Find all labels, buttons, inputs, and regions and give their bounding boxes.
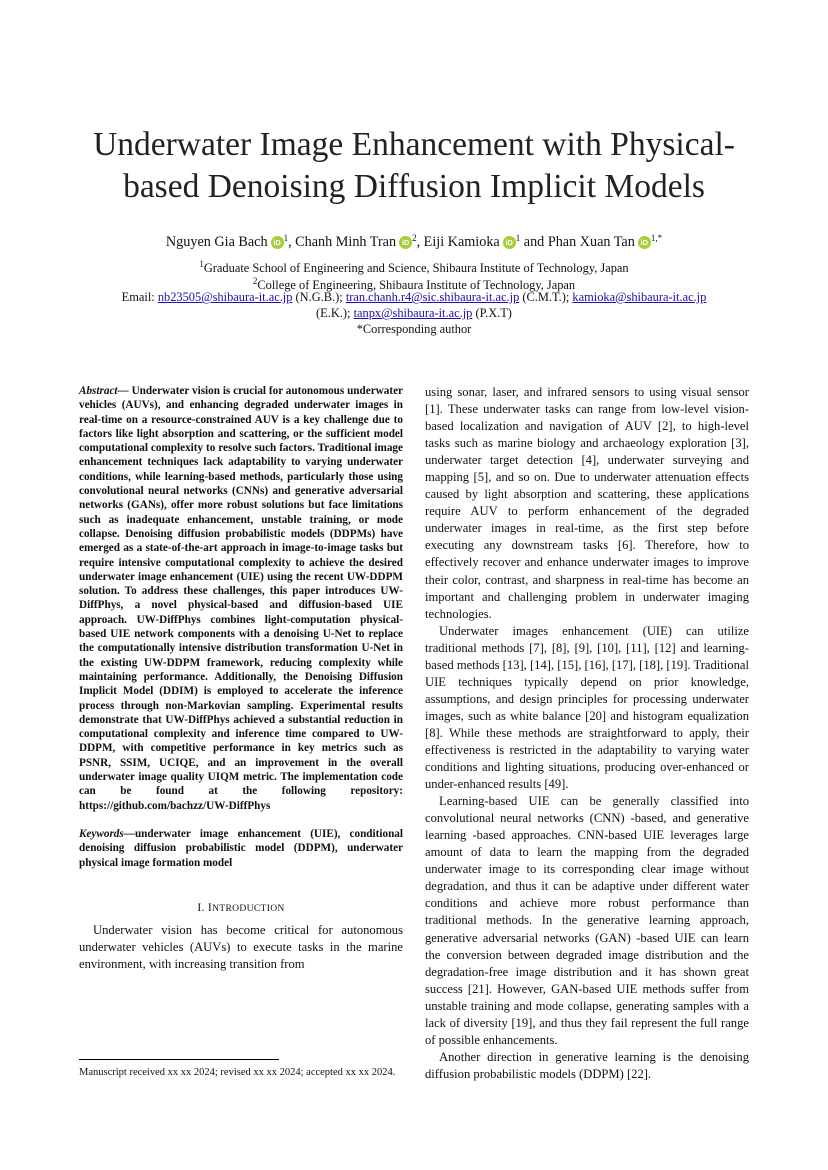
body-paragraph: using sonar, laser, and infrared sensors to using visual sensor [1]. These underwater tasks can range from low-level vision-based localization and navigation of AUV [2], to high-level tasks such as marine biology and archaeology exploration [3], underwater target detection [4], underwater surveying and mapping [5], and so on. Due to underwater attenuation effects caused by light absorption and scattering, these applications require AUV to perform enhancement of the degraded underwater images in real-time, as the first step before executing any downstream tasks [6]. Therefore, how to effectively recover and enhance underwater images to improve their color, contrast, and sharpness in real-time has become an important and challenging problem in underwater imaging technologies.: [425, 385, 749, 621]
email-initials: (C.M.T.);: [522, 290, 570, 304]
author-affil-marker: 1: [515, 233, 521, 243]
author-name: Nguyen Gia Bach: [165, 234, 268, 250]
author-name: Eiji Kamioka: [423, 234, 500, 250]
footnote: Manuscript received xx xx 2024; revised xx xx 2024; accepted xx xx 2024.: [79, 1067, 396, 1078]
body-paragraph: Another direction in generative learning is the denoising diffusion probabilistic models (DDPM) [22].: [425, 1049, 749, 1081]
affiliation-marker: 2: [252, 276, 258, 286]
author-name: Chanh Minh Tran: [295, 234, 397, 250]
keywords-label: Keywords: [79, 827, 124, 840]
section-number: I.: [197, 900, 205, 914]
left-column: [79, 384, 403, 973]
intro-paragraph: Underwater vision has become critical for autonomous underwater vehicles (AUVs) to execute tasks in the marine environment, with increasing transition from: [79, 922, 403, 971]
author-affil-marker: 2: [412, 233, 417, 243]
body-paragraph: Learning-based UIE can be generally classified into convolutional neural networks (CNN) -based, and generative learning -based approaches. CNN-based UIE leverages large amount of data to learn the mapping from the degraded underwater image to its corresponding clear image without degradation, and thus it can be adaptive under different water conditions and achieve more robust performance than traditional methods. In the generative learning approach, generative adversarial networks (GAN) -based UIE can learn the conversion between degraded image distribution and the degradation-free image distribution and it has shown great success [21]. However, GAN-based UIE methods suffer from unstable training and mode collapse, generating samples with a lack of diversity [19], and thus they fail represent the full range of possible enhancements.: [425, 794, 749, 1047]
title-line-1: Underwater Image Enhancement with Physical-: [93, 126, 735, 163]
email-line-1: [0, 289, 828, 305]
orcid-icon[interactable]: iD: [503, 236, 516, 249]
email-link[interactable]: tran.chanh.r4@sic.shibaura-it.ac.jp: [345, 290, 520, 304]
keywords: Keywords—underwater image enhancement (UIE), conditional denoising diffusion probabilistic model (DDPM), underwater physical image formation model: [79, 827, 403, 869]
email-link[interactable]: nb23505@shibaura-it.ac.jp: [157, 290, 293, 304]
author-affil-marker: 1: [283, 233, 289, 243]
author-separator: ,: [416, 234, 424, 250]
email-line-2: [0, 305, 828, 321]
email-initials: (E.K.);: [316, 306, 351, 320]
affiliation-marker: 1: [199, 259, 204, 269]
author-name: Phan Xuan Tan: [547, 234, 635, 250]
section-heading: [79, 899, 403, 917]
author-list: [0, 228, 828, 252]
email-initials: (N.G.B.);: [295, 290, 343, 304]
affiliation-text: College of Engineering, Shibaura Institute of Technology, Japan: [257, 278, 576, 292]
title-line-2: based Denoising Diffusion Implicit Models: [123, 168, 705, 205]
affiliation-text: Graduate School of Engineering and Science, Shibaura Institute of Technology, Japan: [203, 261, 629, 275]
abstract-text: Underwater vision is crucial for autonomous underwater vehicles (AUVs), and enhancing degraded underwater images in real-time on a resource-constrained AUV is a key challenge due to factors like light absorption and scattering, or the sufficient model computational complexity to resolve such factors. Traditional image enhancement techniques lack adaptability to varying underwater conditions, while learning-based methods, particularly those using convolutional neural networks (CNNs) and generative adversarial networks (GANs), offer more robust solutions but face limitations such as inadequate enhancement, unstable training, or mode collapse. Denoising diffusion probabilistic models (DDPMs) have emerged as a state-of-the-art approach in image-to-image tasks but require intensive computational complexity to achieve the desired underwater image enhancement (UIE) using the recent UW-DDPM solution. To address these challenges, this paper introduces UW-DiffPhys, a novel physical-based and diffusion-based UIE approach. UW-DiffPhys combines light-computation physical-based UIE network components with a denoising U-Net to replace the computationally intensive distribution transformation U-Net in the existing UW-DDPM framework, reducing complexity while maintaining performance. Additionally, the Denoising Diffusion Implicit Model (DDIM) is employed to accelerate the inference process through non-Markovian sampling. Experimental results demonstrate that UW-DiffPhys achieved a substantial reduction in computational complexity and inference time compared to UW-DDPM, with competitive performance in key metrics such as PSNR, SSIM, UCIQE, and an improvement in the overall underwater image quality UIQM metric. The implementation code can be found at the following repository: https://github.com/bachzz/UW-DiffPhys: [79, 385, 404, 812]
footnote-divider: [79, 1059, 279, 1060]
orcid-icon[interactable]: iD: [271, 236, 284, 249]
author-separator: ,: [288, 234, 296, 250]
paper-title: [40, 124, 788, 208]
abstract: Abstract— Underwater vision is crucial for autonomous underwater vehicles (AUVs), and enhancing degraded underwater images in real-time on a resource-constrained AUV is a key challenge due to factors like light absorption and scattering, or the sufficient model computational complexity to resolve such factors. Traditional image enhancement techniques lack adaptability to varying underwater conditions, while learning-based methods, particularly those using convolutional neural networks (CNNs) and generative adversarial networks (GANs), offer more robust solutions but face limitations such as inadequate enhancement, unstable training, or mode collapse. Denoising diffusion probabilistic models (DDPMs) have emerged as a state-of-the-art approach in image-to-image tasks but require intensive computational complexity to achieve the desired underwater image enhancement (UIE) using the recent UW-DDPM solution. To address these challenges, this paper introduces UW-DiffPhys, a novel physical-based and diffusion-based UIE approach. UW-DiffPhys combines light-computation physical-based UIE network components with a denoising U-Net to replace the computationally intensive distribution transformation U-Net in the existing UW-DDPM framework, reducing complexity while maintaining performance. Additionally, the Denoising Diffusion Implicit Model (DDIM) is employed to accelerate the inference process through non-Markovian sampling. Experimental results demonstrate that UW-DiffPhys achieved a substantial reduction in computational complexity and inference time compared to UW-DDPM, with competitive performance in key metrics such as PSNR, SSIM, UCIQE, and an improvement in the overall underwater image quality UIQM metric. The implementation code can be found at the following repository: https://github.com/bachzz/UW-DiffPhys: [79, 385, 404, 812]
orcid-icon[interactable]: iD: [399, 236, 412, 249]
section-title-initial: I: [207, 900, 213, 914]
author-affil-marker: 1,*: [650, 233, 663, 243]
email-link[interactable]: tanpx@shibaura-it.ac.jp: [353, 306, 473, 320]
email-link[interactable]: kamioka@shibaura-it.ac.jp: [572, 290, 707, 304]
corresponding-author-note: *Corresponding author: [356, 322, 472, 336]
author-separator: and: [520, 234, 548, 250]
email-label: Email:: [121, 290, 155, 304]
section-title-rest: NTRODUCTION: [212, 902, 285, 914]
right-column: [425, 384, 749, 1083]
keywords-text: underwater image enhancement (UIE), conditional denoising diffusion probabilistic model (DDPM), underwater physical image formation model: [79, 827, 403, 869]
abstract-label: Abstract: [79, 385, 118, 397]
orcid-icon[interactable]: iD: [638, 236, 651, 249]
email-initials: (P.X.T): [475, 306, 512, 320]
body-paragraph: Underwater images enhancement (UIE) can utilize traditional methods [7], [8], [9], [10], [11], [12] and learning-based methods [13], [14], [15], [16], [17], [18], [19]. Traditional UIE techniques typically depend on prior knowledge, assumptions, and design principles for processing underwater images, such as white balance [20] and histogram equalization [8]. While these methods are straightforward to apply, their effectiveness is restricted in the adaptability to varying water conditions and lighting situations, producing over-enhanced or under-enhanced results [49].: [425, 623, 749, 792]
